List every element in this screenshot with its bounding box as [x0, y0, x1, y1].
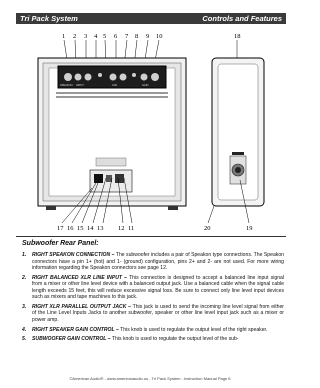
panel-connectors	[64, 73, 159, 81]
rear-panel-illustration	[16, 28, 286, 236]
callout-3: 3	[84, 33, 88, 40]
header-left-title: Tri Pack System	[20, 14, 78, 23]
list-item	[22, 336, 284, 343]
item-title: RIGHT SPEAKER GAIN CONTROL –	[32, 326, 119, 333]
fuse-holder	[106, 175, 112, 182]
top-callouts	[62, 33, 241, 40]
item-title: RIGHT XLR PARALLEL OUTPUT JACK –	[32, 303, 131, 310]
list-item	[22, 327, 284, 334]
list-item	[22, 275, 284, 301]
item-text: This knob is used to regulate the output level of the sub-	[111, 336, 239, 343]
item-number: 5.	[22, 336, 27, 343]
item-number: 4.	[22, 326, 27, 333]
callout-9: 9	[146, 33, 150, 40]
callout-17: 17	[57, 225, 64, 232]
list-item	[22, 304, 284, 324]
item-number: 1.	[22, 252, 27, 258]
satellite-speaker	[208, 58, 264, 223]
callout-1: 1	[62, 33, 66, 40]
callout-14: 14	[87, 225, 94, 232]
rear-panel-figure	[16, 28, 286, 236]
divider	[16, 236, 286, 237]
callout-4: 4	[94, 33, 98, 40]
callout-5: 5	[103, 33, 107, 40]
page-footer: ©American Audio® - www.americanaudio.us - Tri Pack System - Instruction Manual Page 6	[69, 376, 231, 381]
item-number: 2.	[22, 274, 27, 281]
panel-label-input: INPUT	[76, 84, 84, 87]
list-item	[22, 252, 284, 272]
panel-label-speakon: SPEAKON	[60, 84, 73, 87]
callout-18: 18	[234, 33, 241, 40]
page-header	[16, 13, 286, 24]
callout-8: 8	[135, 33, 139, 40]
callout-20: 20	[204, 225, 211, 232]
callout-13: 13	[97, 225, 104, 232]
subwoofer-cabinet	[38, 58, 186, 210]
callout-11: 11	[128, 225, 135, 232]
item-number: 3.	[22, 303, 27, 310]
section-title: Subwoofer Rear Panel:	[22, 240, 99, 247]
feature-list	[22, 252, 284, 346]
callout-7: 7	[125, 33, 129, 40]
item-text: This jack is used to send the incoming line level signal from either of the Line Level Inputs Jacks to another subwoofer, speaker or other line level input jack such as a mixer or power amp.	[32, 303, 284, 323]
header-right-title: Controls and Features	[202, 14, 282, 23]
item-title: SUBWOOFER GAIN CONTROL –	[32, 336, 111, 343]
item-text: This knob is used to regulate the output level of the right speaker.	[120, 326, 268, 333]
callout-19: 19	[246, 225, 253, 232]
bottom-callouts	[57, 225, 253, 232]
item-title: RIGHT BALANCED XLR LINE INPUT –	[32, 274, 127, 281]
power-switch	[115, 174, 124, 183]
callout-16: 16	[67, 225, 74, 232]
callout-6: 6	[114, 33, 118, 40]
panel-label-gain: GAIN	[142, 84, 149, 87]
callout-12: 12	[118, 225, 125, 232]
item-title: RIGHT SPEAKON CONNECTION –	[32, 252, 115, 258]
item-text: This connection is designed to accept a balanced line input signal from a mixer or other line level device with a balanced output jack. Use a balanced cable when the signal cable length exceeds 15 feet, this will reduce excessive signal loss. Be sure to connect only line level input devices such as mixers and tape machines to this jack.	[32, 274, 284, 301]
callout-10: 10	[156, 33, 163, 40]
callout-2: 2	[73, 33, 77, 40]
item-text: The subwoofer includes a pair of Speakon type connections. The Speakon connectors have a pin 1+ (hot) and 1- (ground) configuration, pins 2+ and 2- are not used. For more wiring information regarding the Speakon connectors see page 12.	[32, 252, 284, 271]
panel-label-xlr: XLR	[112, 84, 118, 87]
callout-15: 15	[77, 225, 84, 232]
